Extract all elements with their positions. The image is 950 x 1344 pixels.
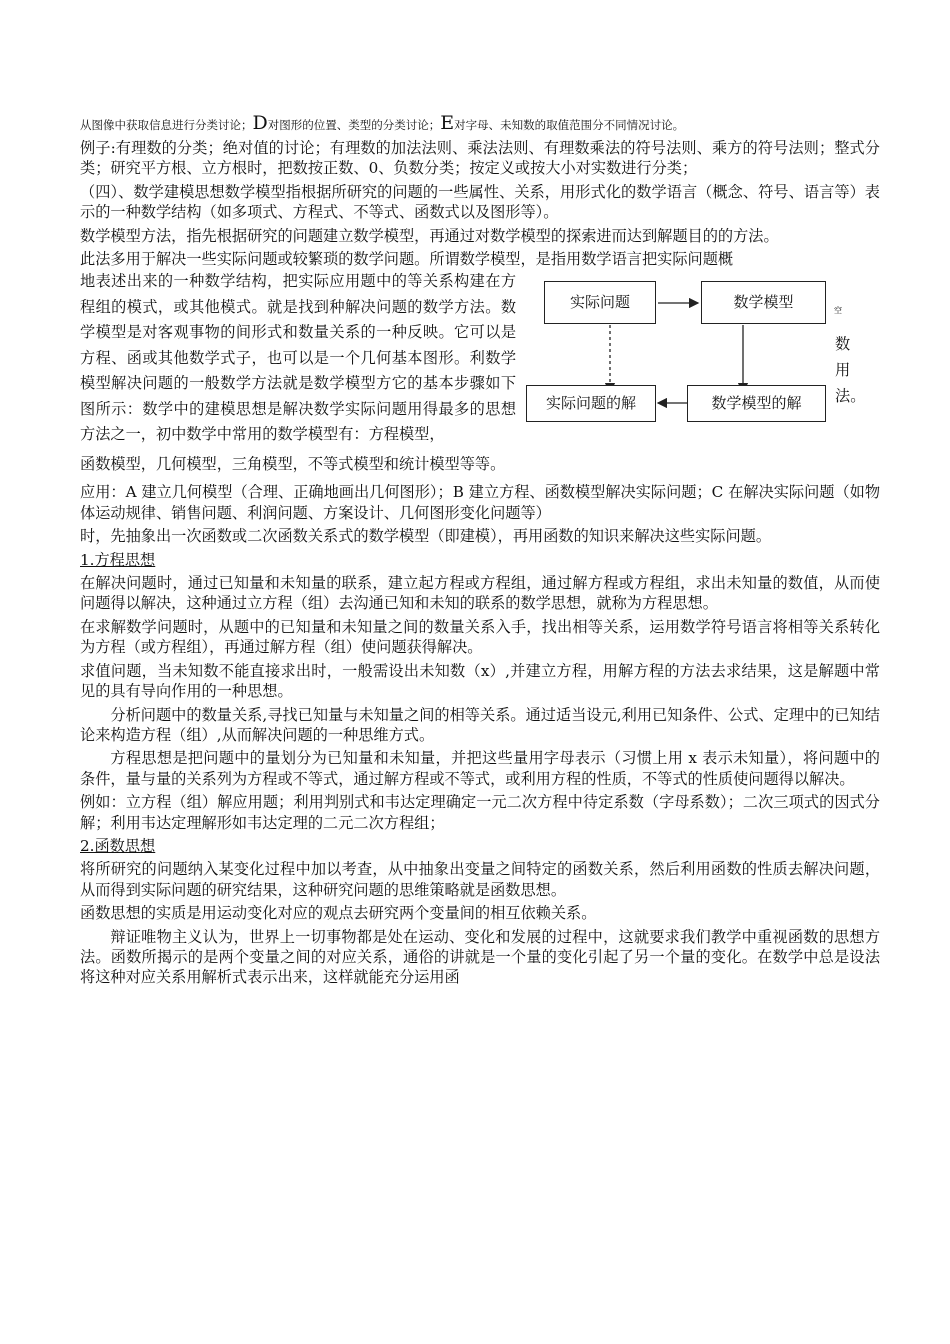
wrapped-text: 地表述出来的一种数学结构，把实际应用题中的等关系构建在方程组的模式，或其他模式。就是找到种解决问题的数学方法。数学模型是对客观事物的间形式和数量关系的一种反映。它可以是方程、函或其他数学式子，也可以是一个几何基本图形。利数学模型解决问题的一般数学方法就是数学模型方它的基本步骤如下图所示：数学中的建模思想是解决数学实际问题用得最多的思想方法之一，初中数学中常用的数学模型有：方程模型，	[80, 272, 516, 444]
paragraph-function-1: 将所研究的问题纳入某变化过程中加以考查，从中抽象出变量之间特定的函数关系，然后利用函数的性质去解决问题，从而得到实际问题的研究结果，这种研究问题的思维策略就是函数思想。	[80, 860, 880, 899]
document-page	[80, 112, 880, 991]
paragraph-equation-5: 方程思想是把问题中的量划分为已知量和未知量，并把这些量用字母表示（习惯上用 x 表示未知量），将问题中的条件，量与量的关系列为方程或不等式，通过解方程或不等式，或利用方程的性质，不等式的性质使问题得以解决。	[80, 749, 880, 788]
letter-d: D	[252, 112, 268, 134]
side-column-text	[835, 331, 875, 409]
paragraph-examples: 例子:有理数的分类；绝对值的讨论；有理数的加法法则、乘法法则、有理数乘法的符号法则、乘方的符号法则；整式分类；研究平方根、立方根时，把数按正数、0、负数分类；按定义或按大小对实数进行分类；	[80, 139, 880, 178]
heading-function-thinking: 2.函数思想	[80, 836, 156, 855]
side-char: 用	[835, 361, 851, 380]
paragraph-model-method: 数学模型方法，指先根据研究的问题建立数学模型，再通过对数学模型的探索进而达到解题目的的方法。	[80, 226, 779, 245]
letter-e: E	[440, 112, 455, 134]
box-math-model: 数学模型	[701, 281, 826, 324]
side-char: 数	[835, 335, 851, 354]
paragraph-equation-examples: 例如：立方程（组）解应用题；利用判别式和韦达定理确定一元二次方程中待定系数（字母系数）；二次三项式的因式分解；利用韦达定理解形如韦达定理的二元二次方程组；	[80, 793, 880, 832]
wrapped-section	[80, 269, 880, 479]
paragraph-equation-3: 求值问题，当未知数不能直接求出时，一般需设出未知数（x）,并建立方程，用解方程的方法去求结果，这是解题中常见的具有导向作用的一种思想。	[80, 661, 880, 701]
paragraph-model-usage: 此法多用于解决一些实际问题或较繁琐的数学问题。所谓数学模型，是指用数学语言把实际问题概	[80, 250, 734, 269]
paragraph-application: 应用：A 建立几何模型（合理、正确地画出几何图形）；B 建立方程、函数模型解决实际问题；C 在解决实际问题（如物体运动规律、销售问题、利润问题、方案设计、几何图形变化问题等）	[80, 483, 881, 522]
paragraph-function-2: 函数思想的实质是用运动变化对应的观点去研究两个变量间的相互依赖关系。	[80, 904, 597, 923]
paragraph-function-3: 辩证唯物主义认为，世界上一切事物都是处在运动、变化和发展的过程中，这就要求我们教学中重视函数的思想方法。函数所揭示的是两个变量之间的对应关系，通俗的讲就是一个量的变化引起了另一个量的变化。在数学中总是设法将这种对应关系用解析式表示出来，这样就能充分运用函	[80, 927, 880, 987]
model-types-line: 函数模型，几何模型，三角模型，不等式模型和统计模型等等。	[80, 455, 506, 474]
box-real-problem: 实际问题	[544, 281, 656, 324]
heading-equation-thinking: 1.方程思想	[80, 550, 156, 569]
text: 对图形的位置、类型的分类讨论；	[267, 118, 441, 132]
paragraph-modeling-intro: （四）、数学建模思想数学模型指根据所研究的问题的一些属性、关系，用形式化的数学语言（概念、符号、语言等）表示的一种数学结构（如多项式、方程式、不等式、函数式以及图形等）。	[80, 182, 880, 222]
paragraph-classification-methods	[80, 112, 880, 136]
paragraph-equation-2: 在求解数学问题时，从题中的已知量和未知量之间的数量关系入手，找出相等关系，运用数学符号语言将相等关系转化为方程（或方程组），再通过解方程（组）使问题获得解决。	[80, 617, 880, 657]
text: 对字母、未知数的取值范围分不同情况讨论。	[454, 118, 685, 132]
box-real-solution: 实际问题的解	[526, 385, 656, 422]
tiny-mark: 空	[834, 306, 842, 316]
text: 从图像中获取信息进行分类讨论；	[80, 118, 253, 132]
paragraph-equation-4: 分析问题中的数量关系,寻找已知量与未知量之间的相等关系。通过适当设元,利用已知条件、公式、定理中的已知结论来构造方程（组）,从而解决问题的一种思维方式。	[80, 705, 880, 744]
paragraph-equation-1: 在解决问题时，通过已知量和未知量的联系，建立起方程或方程组，通过解方程或方程组，求出未知量的数值，从而使问题得以解决，这种通过立方程（组）去沟通已知和未知的联系的数学思想，就称为方程思想。	[80, 574, 880, 613]
modeling-flow-diagram	[526, 281, 866, 431]
paragraph-function-model: 时，先抽象出一次函数或二次函数关系式的数学模型（即建模），再用函数的知识来解决这些实际问题。	[80, 527, 772, 546]
side-char: 法。	[835, 387, 866, 406]
box-model-solution: 数学模型的解	[687, 385, 826, 422]
